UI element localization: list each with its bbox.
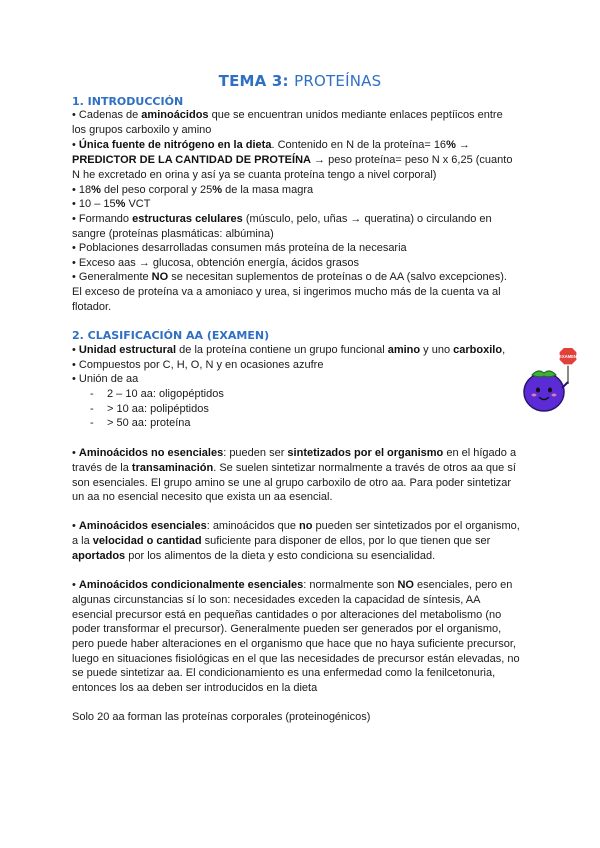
text-line: • Exceso aas → glucosa, obtención energía, ácidos grasos	[72, 257, 359, 269]
text-line: son esenciales. El grupo amino se une al grupo carboxilo de otro aa. Para poder sintetizar	[72, 477, 512, 489]
text-line: • Poblaciones desarrolladas consumen más proteína de la necesaria	[72, 242, 407, 254]
list-dash: -	[90, 403, 94, 415]
text-line: • Única fuente de nitrógeno en la dieta. Contenido en N de la proteína= 16% →	[72, 139, 470, 151]
text-line: N he excretado en orina y así ya se cuanta proteína tengo a nivel corporal)	[72, 169, 437, 181]
text-line: los grupos carboxilo y amino	[72, 124, 212, 136]
text-line: • 10 – 15% VCT	[72, 198, 151, 210]
purple-fruit-icon	[524, 371, 568, 411]
title-prefix: TEMA 3:	[218, 72, 289, 90]
section-heading-introduccion: 1. INTRODUCCIÓN	[72, 95, 184, 108]
title-main: PROTEÍNAS	[294, 72, 382, 90]
list-item: 2 – 10 aa: oligopéptidos	[107, 388, 224, 400]
list-item: > 50 aa: proteína	[107, 417, 191, 429]
closing-note: Solo 20 aa forman las proteínas corporales (proteinogénicos)	[72, 711, 371, 723]
text-line: un aa no esencial necesito que exista un aa esencial.	[72, 491, 333, 503]
exam-sticker	[518, 348, 584, 414]
section-heading-clasificacion: 2. CLASIFICACIÓN AA (EXAMEN)	[72, 329, 270, 342]
text-line: • Compuestos por C, H, O, N y en ocasiones azufre	[72, 359, 324, 371]
text-line: entonces los aa deben ser introducidos en la dieta	[72, 682, 318, 694]
text-line: • Aminoácidos no esenciales: pueden ser sintetizados por el organismo en el hígado a	[72, 447, 517, 459]
text-line: • Aminoácidos condicionalmente esenciales: normalmente son NO esenciales, pero en	[72, 579, 513, 591]
sign-text: EXAMEN	[559, 354, 577, 359]
text-line: aportados por los alimentos de la dieta y esto condiciona su esencialidad.	[72, 550, 436, 562]
stop-sign-icon	[559, 348, 577, 384]
text-line: se puede sintetizar aa. El condicionamiento es una enfermedad como la fenilcetonuria,	[72, 667, 496, 679]
text-line: a la velocidad o cantidad suficiente para disponer de ellos, por lo que tienen que ser	[72, 535, 491, 547]
text-line: • Formando estructuras celulares (músculo, pelo, uñas → queratina) o circulando en	[72, 213, 492, 225]
text-line: luego en situaciones fisiológicas en el que las necesidades de precursor están elevadas, no	[72, 653, 520, 665]
text-line: • Cadenas de aminoácidos que se encuentran unidos mediante enlaces peptíicos entre	[72, 109, 503, 121]
text-line: pero puede haber alteraciones en el organismo que hace que no haya suficiente precursor,	[72, 638, 516, 650]
list-item: > 10 aa: polipéptidos	[107, 403, 209, 415]
text-line: algunas circunstancias sí lo son: necesidades exceden la capacidad de síntesis, AA	[72, 594, 481, 606]
text-line: esencial precursor está en pequeñas cantidades o por alteraciones del metabolismo (no	[72, 609, 502, 621]
text-line: • Unión de aa	[72, 373, 139, 385]
text-line: • Aminoácidos esenciales: aminoácidos que no pueden ser sintetizados por el organismo,	[72, 520, 520, 532]
text-line: poder transformar el precursor). Generalmente pueden ser generados por el organismo,	[72, 623, 502, 635]
text-line: • Unidad estructural de la proteína contiene un grupo funcional amino y uno carboxilo,	[72, 344, 506, 356]
text-line: través de la transaminación. Se suelen sintetizar normalmente a través de otros aa que sí	[72, 462, 516, 474]
text-line: • Generalmente NO se necesitan suplementos de proteínas o de AA (salvo excepciones).	[72, 271, 507, 283]
page-title	[0, 72, 600, 90]
list-dash: -	[90, 417, 94, 429]
text-line: flotador.	[72, 301, 112, 313]
text-line: PREDICTOR DE LA CANTIDAD DE PROTEÍNA → peso proteína= peso N x 6,25 (cuanto	[72, 154, 513, 166]
text-line: sangre (proteínas plasmáticas: albúmina)	[72, 228, 274, 240]
text-line: El exceso de proteína va a amoniaco y urea, si ingerimos mucho más de la cuenta va al	[72, 286, 501, 298]
text-line: • 18% del peso corporal y 25% de la masa magra	[72, 184, 314, 196]
list-dash: -	[90, 388, 94, 400]
